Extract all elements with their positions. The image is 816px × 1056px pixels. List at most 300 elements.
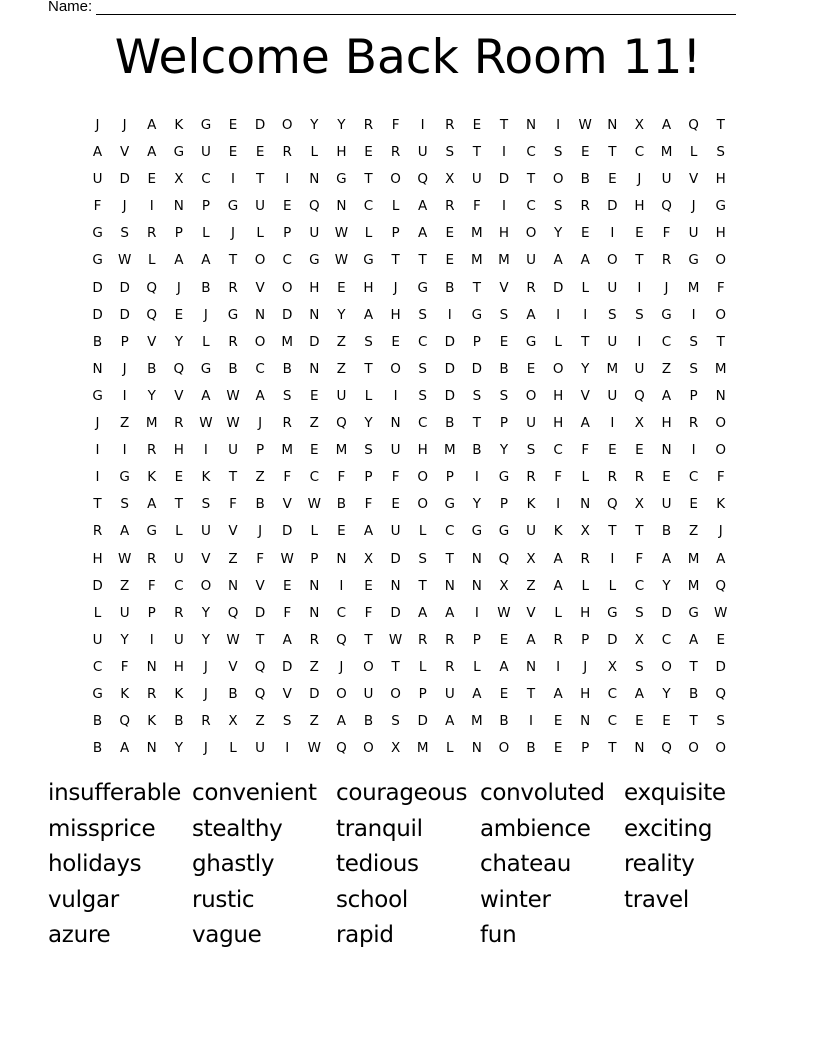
grid-cell: R — [147, 550, 157, 567]
grid-cell: B — [445, 415, 455, 432]
grid-cell: E — [689, 496, 698, 513]
grid-cell: H — [336, 144, 347, 161]
grid-cell: I — [285, 171, 290, 188]
grid-cell: V — [282, 685, 292, 702]
grid-cell: U — [607, 387, 618, 404]
grid-cell: Y — [201, 631, 211, 648]
grid-cell: K — [174, 685, 184, 702]
grid-cell: A — [120, 523, 130, 540]
grid-cell: L — [256, 225, 264, 242]
grid-cell: U — [444, 685, 455, 702]
grid-cell: H — [580, 685, 591, 702]
grid-cell: O — [254, 252, 266, 269]
grid-cell: A — [201, 387, 211, 404]
grid-cell: W — [307, 740, 321, 757]
word-list — [48, 780, 768, 958]
grid-cell: L — [554, 604, 562, 621]
grid-cell: J — [122, 360, 127, 377]
grid-cell: A — [553, 252, 563, 269]
grid-cell: B — [526, 740, 536, 757]
grid-cell: D — [390, 550, 401, 567]
grid-cell: L — [581, 469, 589, 486]
grid-cell: I — [691, 442, 696, 459]
grid-cell: Y — [499, 442, 509, 459]
grid-cell: I — [203, 442, 208, 459]
grid-cell: J — [231, 225, 235, 242]
grid-cell: V — [255, 577, 265, 594]
name-label: Name: — [48, 0, 93, 15]
grid-cell: Q — [146, 279, 158, 296]
grid-cell: I — [556, 658, 561, 675]
grid-cell: S — [472, 387, 482, 404]
grid-cell: E — [635, 713, 644, 730]
word-list-item: vague — [192, 922, 262, 948]
grid-cell: A — [201, 252, 211, 269]
grid-cell: D — [444, 387, 455, 404]
grid-cell: G — [688, 604, 699, 621]
grid-cell: C — [363, 198, 374, 215]
grid-cell: O — [552, 171, 564, 188]
grid-cell: Q — [498, 550, 510, 567]
grid-cell: M — [416, 740, 429, 757]
grid-cell: V — [526, 604, 536, 621]
grid-cell: Q — [119, 713, 130, 730]
grid-cell: B — [499, 360, 509, 377]
grid-cell: T — [391, 658, 400, 675]
grid-cell: I — [474, 469, 479, 486]
grid-cell: A — [661, 550, 672, 567]
name-line[interactable] — [96, 0, 736, 15]
grid-cell: L — [581, 279, 589, 296]
grid-cell: G — [227, 198, 239, 215]
grid-cell: C — [174, 577, 184, 594]
grid-cell: N — [390, 415, 401, 432]
grid-cell: W — [117, 252, 132, 269]
grid-cell: E — [445, 252, 455, 269]
grid-cell: E — [580, 225, 590, 242]
grid-cell: L — [473, 658, 481, 675]
grid-cell: C — [607, 685, 618, 702]
grid-cell: C — [255, 360, 265, 377]
grid-cell: F — [364, 604, 373, 621]
grid-cell: E — [391, 333, 400, 350]
grid-cell: V — [580, 387, 590, 404]
grid-cell: A — [147, 496, 157, 513]
grid-cell: A — [634, 685, 645, 702]
grid-cell: B — [472, 442, 482, 459]
grid-cell: A — [174, 252, 184, 269]
grid-cell: C — [445, 523, 455, 540]
grid-cell: X — [228, 713, 238, 730]
grid-cell: I — [122, 387, 127, 404]
grid-cell: Z — [309, 415, 319, 432]
grid-cell: U — [200, 523, 211, 540]
grid-cell: B — [92, 333, 103, 350]
grid-cell: D — [661, 604, 672, 621]
grid-cell: N — [471, 577, 482, 594]
grid-cell: S — [716, 144, 725, 161]
grid-cell: L — [446, 740, 454, 757]
grid-cell: I — [231, 171, 235, 188]
grid-cell: S — [499, 306, 509, 323]
grid-cell: I — [556, 496, 561, 513]
grid-cell: X — [634, 415, 645, 432]
grid-cell: I — [610, 225, 615, 242]
grid-cell: Q — [634, 387, 645, 404]
grid-cell: T — [689, 713, 698, 730]
grid-cell: C — [417, 415, 428, 432]
grid-cell: Y — [337, 117, 346, 133]
grid-cell: N — [309, 171, 320, 188]
grid-cell: I — [95, 442, 100, 459]
grid-cell: B — [499, 713, 509, 730]
grid-cell: N — [309, 306, 320, 323]
grid-cell: I — [393, 387, 398, 404]
grid-cell: R — [445, 658, 455, 675]
grid-cell: A — [363, 306, 374, 323]
grid-cell: W — [226, 415, 240, 432]
grid-cell: G — [92, 685, 103, 702]
grid-cell: G — [525, 333, 537, 350]
grid-cell: U — [661, 171, 672, 188]
grid-cell: Y — [201, 604, 211, 621]
grid-cell: C — [688, 469, 699, 486]
grid-cell: S — [418, 306, 427, 323]
grid-cell: U — [607, 279, 618, 296]
grid-cell: N — [146, 740, 157, 757]
grid-cell: G — [92, 225, 103, 242]
grid-cell: Q — [688, 117, 699, 133]
grid-cell: V — [499, 279, 509, 296]
grid-cell: F — [662, 225, 671, 242]
word-list-item: convoluted — [480, 780, 605, 806]
grid-cell: E — [716, 631, 725, 648]
grid-cell: M — [145, 415, 158, 432]
grid-cell: B — [282, 360, 292, 377]
grid-cell: C — [634, 144, 645, 161]
grid-cell: E — [499, 631, 509, 648]
grid-cell: G — [363, 252, 374, 269]
grid-cell: E — [282, 198, 292, 215]
grid-cell: P — [310, 550, 319, 567]
grid-cell: F — [147, 577, 156, 594]
grid-cell: X — [363, 550, 374, 567]
grid-cell: G — [444, 496, 455, 513]
grid-cell: S — [553, 144, 563, 161]
grid-cell: H — [553, 387, 564, 404]
grid-cell: F — [229, 496, 237, 513]
grid-cell: U — [92, 631, 103, 648]
grid-cell: R — [147, 225, 157, 242]
grid-cell: T — [364, 631, 373, 648]
grid-cell: U — [255, 740, 266, 757]
grid-cell: A — [472, 685, 482, 702]
grid-cell: C — [526, 144, 536, 161]
grid-cell: R — [228, 333, 238, 350]
grid-cell: F — [93, 198, 102, 215]
word-list-item: holidays — [48, 851, 142, 877]
grid-cell: V — [255, 279, 265, 296]
grid-cell: A — [92, 144, 103, 161]
grid-cell: J — [583, 658, 588, 675]
grid-cell: G — [498, 523, 510, 540]
grid-cell: Y — [147, 387, 156, 404]
grid-cell: V — [174, 387, 184, 404]
grid-cell: P — [283, 225, 292, 242]
grid-cell: L — [418, 658, 427, 675]
grid-cell: T — [526, 685, 536, 702]
word-list-item: courageous — [336, 780, 468, 806]
grid-cell: F — [716, 469, 725, 486]
grid-cell: R — [661, 252, 672, 269]
grid-cell: N — [336, 550, 347, 567]
word-list-item: tedious — [336, 851, 419, 877]
grid-cell: H — [173, 658, 184, 675]
grid-cell: I — [610, 550, 615, 567]
grid-cell: V — [120, 144, 130, 161]
grid-cell: P — [499, 496, 509, 513]
grid-cell: B — [228, 685, 238, 702]
grid-cell: S — [364, 333, 373, 350]
grid-cell: L — [554, 333, 562, 350]
grid-cell: Q — [336, 415, 347, 432]
grid-cell: N — [336, 198, 347, 215]
grid-cell: L — [202, 333, 210, 350]
word-list-item: ambience — [480, 815, 591, 842]
grid-cell: T — [635, 523, 644, 540]
word-list-item: azure — [48, 922, 111, 948]
grid-cell: R — [147, 442, 157, 459]
grid-cell: Z — [255, 469, 265, 486]
grid-cell: F — [635, 550, 644, 567]
grid-cell: P — [391, 225, 400, 242]
grid-cell: O — [417, 496, 428, 513]
grid-cell: N — [580, 713, 591, 730]
grid-cell: O — [525, 387, 537, 404]
word-list-item: stealthy — [192, 815, 283, 842]
grid-cell: P — [174, 225, 183, 242]
grid-cell: G — [119, 469, 130, 486]
grid-cell: T — [689, 658, 698, 675]
grid-cell: A — [336, 713, 347, 730]
grid-cell: Y — [662, 685, 671, 702]
grid-cell: N — [309, 360, 320, 377]
grid-cell: T — [93, 496, 102, 513]
grid-cell: R — [580, 550, 590, 567]
grid-cell: U — [173, 550, 184, 567]
grid-cell: W — [714, 604, 728, 621]
grid-cell: D — [417, 713, 428, 730]
grid-cell: C — [553, 442, 563, 459]
grid-cell: R — [607, 469, 618, 486]
grid-cell: O — [417, 469, 428, 486]
grid-cell: D — [498, 171, 510, 188]
grid-cell: D — [282, 306, 293, 323]
grid-cell: S — [282, 387, 292, 404]
grid-cell: O — [363, 658, 374, 675]
grid-cell: Z — [688, 523, 699, 540]
grid-cell: G — [471, 523, 483, 540]
grid-cell: U — [200, 144, 211, 161]
grid-cell: N — [471, 550, 482, 567]
grid-cell: O — [390, 360, 401, 377]
grid-cell: Y — [337, 306, 346, 323]
grid-cell: A — [661, 387, 672, 404]
grid-cell: U — [173, 631, 184, 648]
grid-cell: J — [258, 415, 263, 432]
grid-cell: L — [608, 577, 617, 594]
grid-cell: Y — [554, 225, 563, 242]
grid-cell: A — [553, 685, 563, 702]
grid-cell: R — [417, 631, 428, 648]
name-field[interactable] — [48, 0, 736, 15]
grid-cell: J — [203, 658, 208, 675]
grid-cell: M — [714, 360, 727, 377]
grid-cell: K — [120, 685, 130, 702]
grid-cell: X — [580, 523, 590, 540]
grid-cell: Q — [308, 198, 320, 215]
grid-cell: J — [176, 279, 181, 296]
grid-cell: A — [418, 198, 428, 215]
grid-cell: A — [147, 144, 157, 161]
grid-cell: U — [119, 604, 130, 621]
grid-cell: S — [553, 198, 563, 215]
grid-cell: N — [255, 306, 266, 323]
grid-cell: A — [553, 577, 563, 594]
grid-cell: R — [228, 279, 238, 296]
grid-cell: M — [471, 225, 483, 242]
grid-cell: W — [280, 550, 294, 567]
grid-cell: S — [364, 442, 373, 459]
grid-cell: C — [634, 577, 645, 594]
grid-cell: I — [529, 713, 534, 730]
grid-cell: U — [363, 685, 374, 702]
grid-cell: R — [282, 144, 292, 161]
grid-cell: J — [664, 279, 669, 296]
grid-cell: E — [445, 225, 455, 242]
grid-cell: M — [498, 252, 510, 269]
grid-cell: U — [526, 415, 536, 432]
grid-cell: A — [553, 550, 563, 567]
grid-cell: K — [201, 469, 211, 486]
grid-cell: M — [335, 442, 348, 459]
grid-cell: E — [391, 496, 400, 513]
grid-cell: C — [607, 713, 618, 730]
grid-cell: H — [715, 171, 726, 188]
grid-cell: Z — [228, 550, 238, 567]
grid-cell: A — [688, 631, 699, 648]
grid-cell: W — [578, 117, 592, 133]
grid-cell: W — [497, 604, 511, 621]
grid-cell: R — [309, 631, 319, 648]
grid-cell: C — [417, 333, 428, 350]
grid-cell: E — [337, 523, 346, 540]
grid-cell: I — [122, 442, 127, 459]
grid-cell: G — [661, 306, 672, 323]
grid-cell: N — [580, 496, 591, 513]
grid-cell: N — [227, 577, 239, 594]
grid-cell: P — [201, 198, 210, 215]
grid-cell: B — [661, 523, 672, 540]
grid-cell: U — [309, 225, 320, 242]
grid-cell: X — [634, 631, 645, 648]
grid-cell: H — [390, 306, 401, 323]
grid-cell: R — [174, 415, 184, 432]
grid-cell: Q — [173, 360, 185, 377]
grid-cell: R — [201, 713, 211, 730]
grid-cell: Z — [120, 577, 130, 594]
grid-cell: A — [661, 117, 672, 133]
grid-cell: Y — [364, 415, 373, 432]
grid-cell: B — [363, 713, 374, 730]
grid-cell: N — [173, 198, 184, 215]
grid-cell: K — [147, 713, 157, 730]
grid-cell: S — [391, 713, 400, 730]
grid-cell: N — [471, 740, 482, 757]
grid-cell: W — [226, 387, 240, 404]
grid-cell: T — [472, 144, 481, 161]
grid-cell: U — [255, 198, 266, 215]
grid-cell: I — [556, 306, 561, 323]
grid-cell: S — [120, 225, 129, 242]
grid-cell: E — [255, 144, 265, 161]
grid-cell: R — [363, 117, 374, 133]
grid-cell: D — [254, 117, 266, 133]
grid-cell: I — [583, 306, 588, 323]
grid-cell: E — [364, 577, 373, 594]
grid-cell: Z — [336, 333, 347, 350]
grid-cell: I — [637, 279, 642, 296]
grid-cell: F — [391, 469, 400, 486]
grid-cell: L — [364, 225, 373, 242]
grid-cell: O — [715, 306, 727, 323]
grid-cell: Y — [310, 117, 319, 133]
word-list-item: rapid — [336, 922, 394, 948]
grid-cell: F — [554, 469, 563, 486]
grid-cell: L — [147, 252, 156, 269]
grid-cell: M — [660, 144, 673, 161]
grid-cell: E — [662, 713, 671, 730]
grid-cell: D — [282, 658, 293, 675]
grid-cell: E — [499, 685, 509, 702]
grid-cell: F — [283, 604, 292, 621]
grid-cell: I — [420, 117, 425, 133]
grid-cell: Q — [607, 496, 618, 513]
grid-cell: O — [661, 658, 672, 675]
grid-cell: O — [715, 442, 727, 459]
grid-cell: D — [119, 279, 130, 296]
grid-cell: U — [634, 360, 645, 377]
grid-cell: C — [526, 198, 536, 215]
grid-cell: C — [661, 333, 672, 350]
grid-cell: X — [634, 496, 645, 513]
grid-cell: W — [334, 252, 349, 269]
grid-cell: N — [607, 117, 618, 133]
grid-cell: G — [607, 604, 618, 621]
grid-cell: A — [526, 306, 536, 323]
grid-cell: Z — [255, 713, 265, 730]
grid-cell: K — [716, 496, 726, 513]
grid-cell: B — [201, 279, 211, 296]
grid-cell: E — [553, 740, 563, 757]
grid-cell: I — [285, 740, 290, 757]
grid-cell: S — [689, 333, 698, 350]
grid-cell: G — [471, 306, 483, 323]
grid-cell: J — [393, 279, 398, 296]
grid-cell: U — [471, 171, 482, 188]
grid-cell: W — [388, 631, 403, 648]
grid-cell: C — [336, 604, 347, 621]
